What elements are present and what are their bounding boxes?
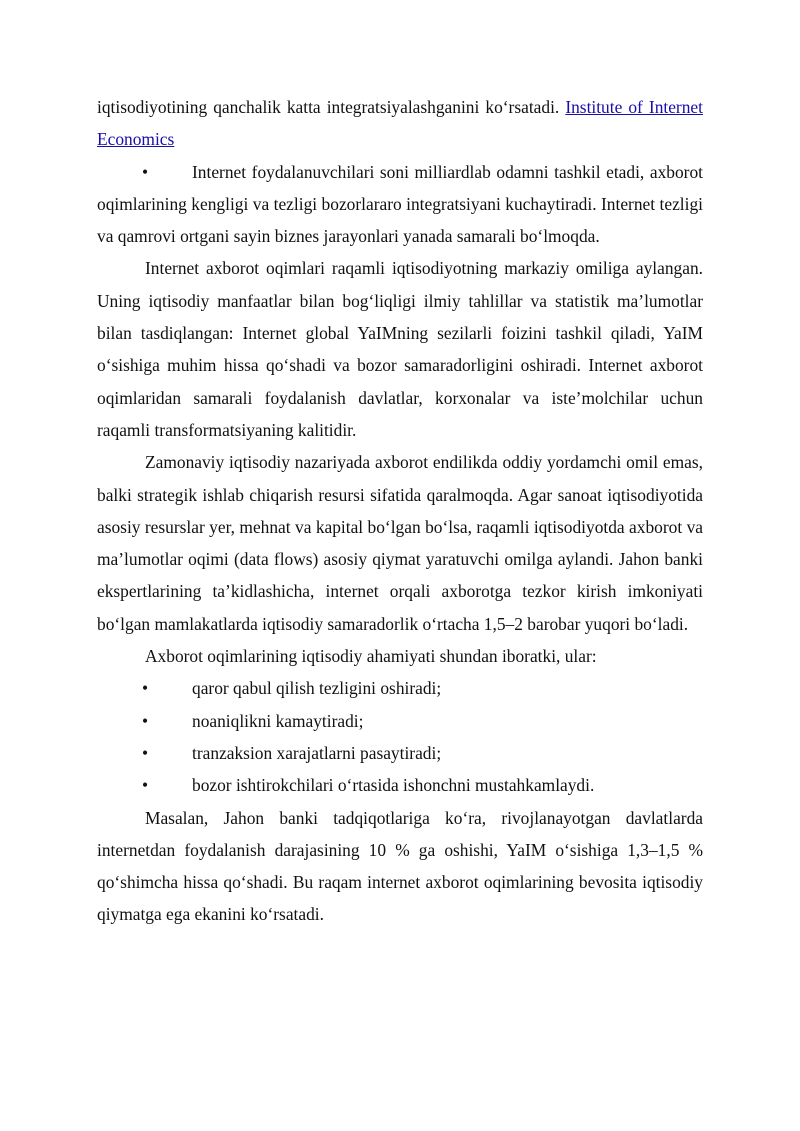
bullet-icon: • bbox=[142, 775, 149, 796]
bullet-icon: • bbox=[142, 710, 149, 731]
list-item-text: qaror qabul qilish tezligini oshiradi; bbox=[192, 678, 442, 699]
paragraph-5: Masalan, Jahon banki tadqiqotlariga koʻra, rivojlanayotgan davlatlarda internetdan foydalanish darajasining 10 % ga oshishi, YaIM oʻsishiga 1,3–1,5 % qoʻshimcha hissa qoʻshadi. Bu raqam internet axborot oqimlarining bevosita iqtisodiy qiymatga ega ekanini koʻrsatadi. bbox=[97, 807, 703, 925]
list-item bbox=[97, 737, 703, 769]
paragraph-3: Zamonaviy iqtisodiy nazariyada axborot endilikda oddiy yordamchi omil emas, balki strategik ishlab chiqarish resursi sifatida qaralmoqda. Agar sanoat iqtisodiyotida asosiy resurslar yer, mehnat va kapital boʻlgan boʻlsa, raqamli iqtisodiyotda axborot va maʼlumotlar oqimi (data flows) asosiy qiymat yaratuvchi omilga aylandi. Jahon banki ekspertlarining taʼkidlashicha, internet orqali axborotga tezkor kirish imkoniyati boʻlgan mamlakatlarda iqtisodiy samaradorlik oʻrtacha 1,5–2 barobar yuqori boʻladi. bbox=[97, 452, 703, 634]
list-item-text: noaniqlikni kamaytiradi; bbox=[192, 710, 364, 731]
paragraph-intro-text: iqtisodiyotining qanchalik katta integratsiyalashganini koʻrsatadi. bbox=[97, 97, 566, 117]
bullet-paragraph-internet bbox=[97, 156, 703, 253]
list-item bbox=[97, 705, 703, 737]
institute-link[interactable]: Institute of Internet Economics bbox=[97, 97, 703, 150]
document-page bbox=[97, 91, 703, 931]
bullet-icon: • bbox=[142, 161, 149, 182]
list-item-text: bozor ishtirokchilari oʻrtasida ishonchni mustahkamlaydi. bbox=[192, 775, 595, 796]
bullet-icon: • bbox=[142, 678, 149, 699]
bullet-icon: • bbox=[142, 742, 149, 763]
benefits-list bbox=[97, 672, 703, 801]
bullet-paragraph-text: Internet foydalanuvchilari soni milliardlab odamni tashkil etadi, axborot oqimlarining kengligi va tezligi bozorlararo integratsiyani kuchaytiradi. Internet tezligi va qamrovi ortgani sayin biznes jarayonlari yanada samarali boʻlmoqda. bbox=[97, 161, 703, 247]
list-item bbox=[97, 672, 703, 704]
paragraph-intro bbox=[97, 91, 703, 156]
list-item bbox=[97, 769, 703, 801]
list-item-text: tranzaksion xarajatlarni pasaytiradi; bbox=[192, 742, 442, 763]
paragraph-2: Internet axborot oqimlari raqamli iqtisodiyotning markaziy omiliga aylangan. Uning iqtisodiy manfaatlar bilan bogʻliqligi ilmiy tahlillar va statistik maʼlumotlar bilan tasdiqlangan: Internet global YaIMning sezilarli foizini tashkil qiladi, YaIM oʻsishiga muhim hissa qoʻshadi va bozor samaradorligini oshiradi. Internet axborot oqimlaridan samarali foydalanish davlatlar, korxonalar va isteʼmolchilar uchun raqamli transformatsiyaning kalitidir. bbox=[97, 258, 703, 440]
paragraph-4: Axborot oqimlarining iqtisodiy ahamiyati shundan iboratki, ular: bbox=[145, 646, 597, 667]
